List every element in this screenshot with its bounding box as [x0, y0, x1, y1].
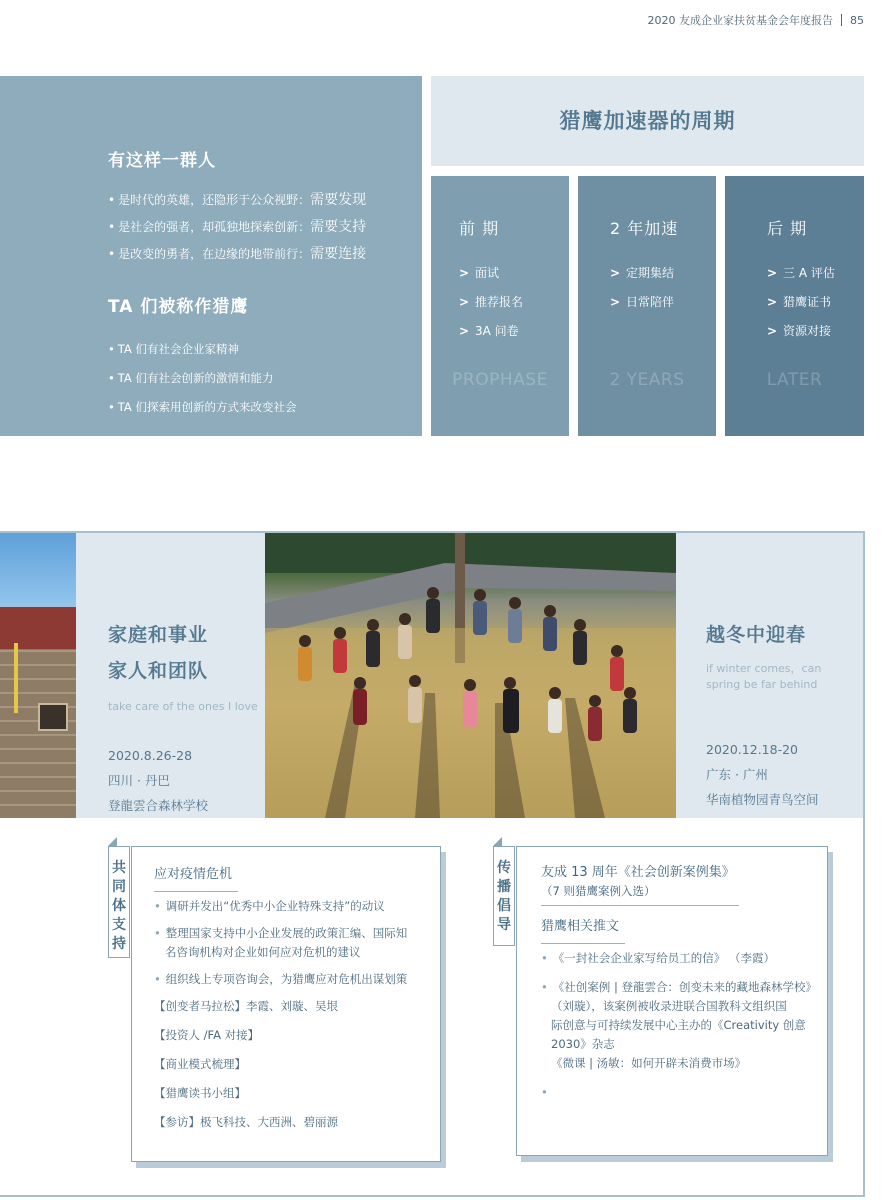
intro-bullet: • 是改变的勇者，在边缘的地带前行：需要连接 [108, 246, 367, 262]
support-item: 【创变者马拉松】李霞、刘璇、吴垠 [154, 999, 338, 1013]
group-photo [265, 533, 676, 818]
support-box [131, 846, 441, 1162]
event-subtitle-en: take care of the ones I love [108, 700, 258, 713]
chevron-right-icon: > [767, 295, 778, 309]
phase-prophase [431, 176, 569, 436]
event-venue: 华南植物园青鸟空间 [706, 792, 819, 807]
post-item-cont: 2030》杂志 [551, 1037, 615, 1051]
photo-window [38, 703, 68, 731]
event-title: 越冬中迎春 [706, 624, 807, 646]
event-title: 家庭和事业 [108, 624, 209, 646]
event-date: 2020.12.18-20 [706, 742, 798, 757]
support-item: 【投资人 /FA 对接】 [154, 1028, 260, 1042]
chevron-right-icon: > [459, 266, 470, 280]
phase-title: 前 期 [459, 219, 500, 238]
chevron-right-icon: > [767, 266, 778, 280]
post-item: • 《社创案例 | 登龍雲合：创变未来的藏地森林学校》 [541, 980, 817, 994]
event-date: 2020.8.26-28 [108, 748, 193, 763]
bullet-dot: • [108, 371, 115, 385]
report-title: 2020 友成企业家扶贫基金会年度报告 [647, 14, 833, 27]
chevron-right-icon: > [459, 295, 470, 309]
support-item: 【猎鹰读书小组】 [154, 1086, 246, 1100]
chevron-right-icon: > [610, 266, 621, 280]
intro-bullet: • TA 们有社会创新的激情和能力 [108, 371, 274, 385]
support-bullet: • 组织线上专项咨询会，为猎鹰应对危机出谋划策 [154, 972, 408, 986]
phase-2-years [578, 176, 716, 436]
advocacy-tag: 传 播 倡 导 [493, 846, 515, 946]
phase-item: > 3A 问卷 [459, 317, 569, 346]
phase-item: > 日常陪伴 [610, 288, 716, 317]
phase-watermark: PROPHASE [452, 370, 548, 390]
phase-item: > 定期集结 [610, 259, 716, 288]
intro-bullet: • 是时代的英雄，还隐形于公众视野：需要发现 [108, 192, 367, 208]
intro-heading-1: 有这样一群人 [108, 151, 216, 171]
post-item-cont: （刘璇），该案例被收录进联合国教科文组织国 [551, 999, 787, 1013]
bullet-dot: • [108, 342, 115, 356]
intro-heading-2: TA 们被称作猎鹰 [108, 297, 249, 317]
event-details [706, 737, 856, 812]
event-guangzhou [706, 617, 856, 812]
event-venue: 登龍雲合森林学校 [108, 798, 209, 813]
page-header [648, 12, 865, 28]
village-photo [0, 533, 76, 818]
chevron-right-icon: > [610, 295, 621, 309]
title-underline [541, 943, 625, 944]
photo-roof [0, 607, 76, 649]
phase-item: > 资源对接 [767, 317, 864, 346]
bullet-dot: • [108, 193, 116, 207]
chevron-right-icon: > [459, 324, 470, 338]
support-item: 【参访】极飞科技、大西洲、碧丽源 [154, 1115, 338, 1129]
post-item-cont: 际创意与可持续发展中心主办的《Creativity 创意 [551, 1018, 806, 1032]
bullet-dot: • [108, 400, 115, 414]
event-title: 家人和团队 [108, 660, 209, 682]
phase-item: > 推荐报名 [459, 288, 569, 317]
phase-later [725, 176, 864, 436]
advocacy-box [516, 846, 828, 1156]
chevron-right-icon: > [767, 324, 778, 338]
event-details [108, 743, 268, 818]
phase-watermark: LATER [766, 370, 823, 390]
bullet-dot: • [108, 220, 116, 234]
advocacy-title-2: 猎鹰相关推文 [541, 919, 620, 934]
advocacy-title: 友成 13 周年《社会创新案例集》 [541, 865, 735, 880]
phase-title: 后 期 [767, 219, 808, 238]
page-number: 85 [850, 13, 864, 27]
title-underline [154, 891, 238, 892]
phase-item: > 猎鹰证书 [767, 288, 864, 317]
support-item: 【商业模式梳理】 [154, 1057, 246, 1071]
photo-figure [14, 643, 18, 713]
intro-bullet: • 是社会的强者，却孤独地探索创新：需要支持 [108, 219, 367, 235]
event-place: 广东 · 广州 [706, 767, 768, 782]
advocacy-subtitle: （7 则猎鹰案例入选） [541, 884, 656, 898]
header-divider [841, 14, 842, 26]
phase-item: > 面试 [459, 259, 569, 288]
intro-bullet: • TA 们有社会企业家精神 [108, 342, 239, 356]
phase-title: 2 年加速 [610, 219, 679, 238]
support-bullet: • 整理国家支持中小企业发展的政策汇编、国际知 [154, 926, 408, 940]
group-photo-illustration [265, 533, 676, 818]
post-item: • 《一封社会企业家写给员工的信》 （李霞） [541, 951, 775, 965]
phase-item: > 三 A 评估 [767, 259, 864, 288]
photo-stone-wall [0, 649, 76, 818]
cycle-title: 猎鹰加速器的周期 [431, 76, 864, 166]
post-item-cont: 《微课 | 汤敏：如何开辟未消费市场》 [551, 1056, 747, 1070]
support-bullet: • 调研并发出“优秀中小企业特殊支持”的动议 [154, 899, 385, 913]
support-title: 应对疫情危机 [154, 867, 233, 882]
tag-fold [108, 837, 117, 846]
event-danba [108, 617, 268, 818]
event-subtitle-en: if winter comes，can spring be far behind [706, 662, 822, 691]
phase-watermark: 2 YEARS [609, 370, 685, 390]
bullet-dot: • [108, 247, 116, 261]
event-place: 四川 · 丹巴 [108, 773, 170, 788]
intro-bullet: • TA 们探索用创新的方式来改变社会 [108, 400, 297, 414]
title-underline [541, 905, 739, 906]
post-item: • [541, 1085, 548, 1099]
intro-panel [0, 76, 422, 436]
tag-fold [493, 837, 502, 846]
support-tag: 共 同 体 支 持 [108, 846, 130, 958]
support-bullet-cont: 名咨询机构对企业如何应对危机的建议 [165, 945, 361, 959]
